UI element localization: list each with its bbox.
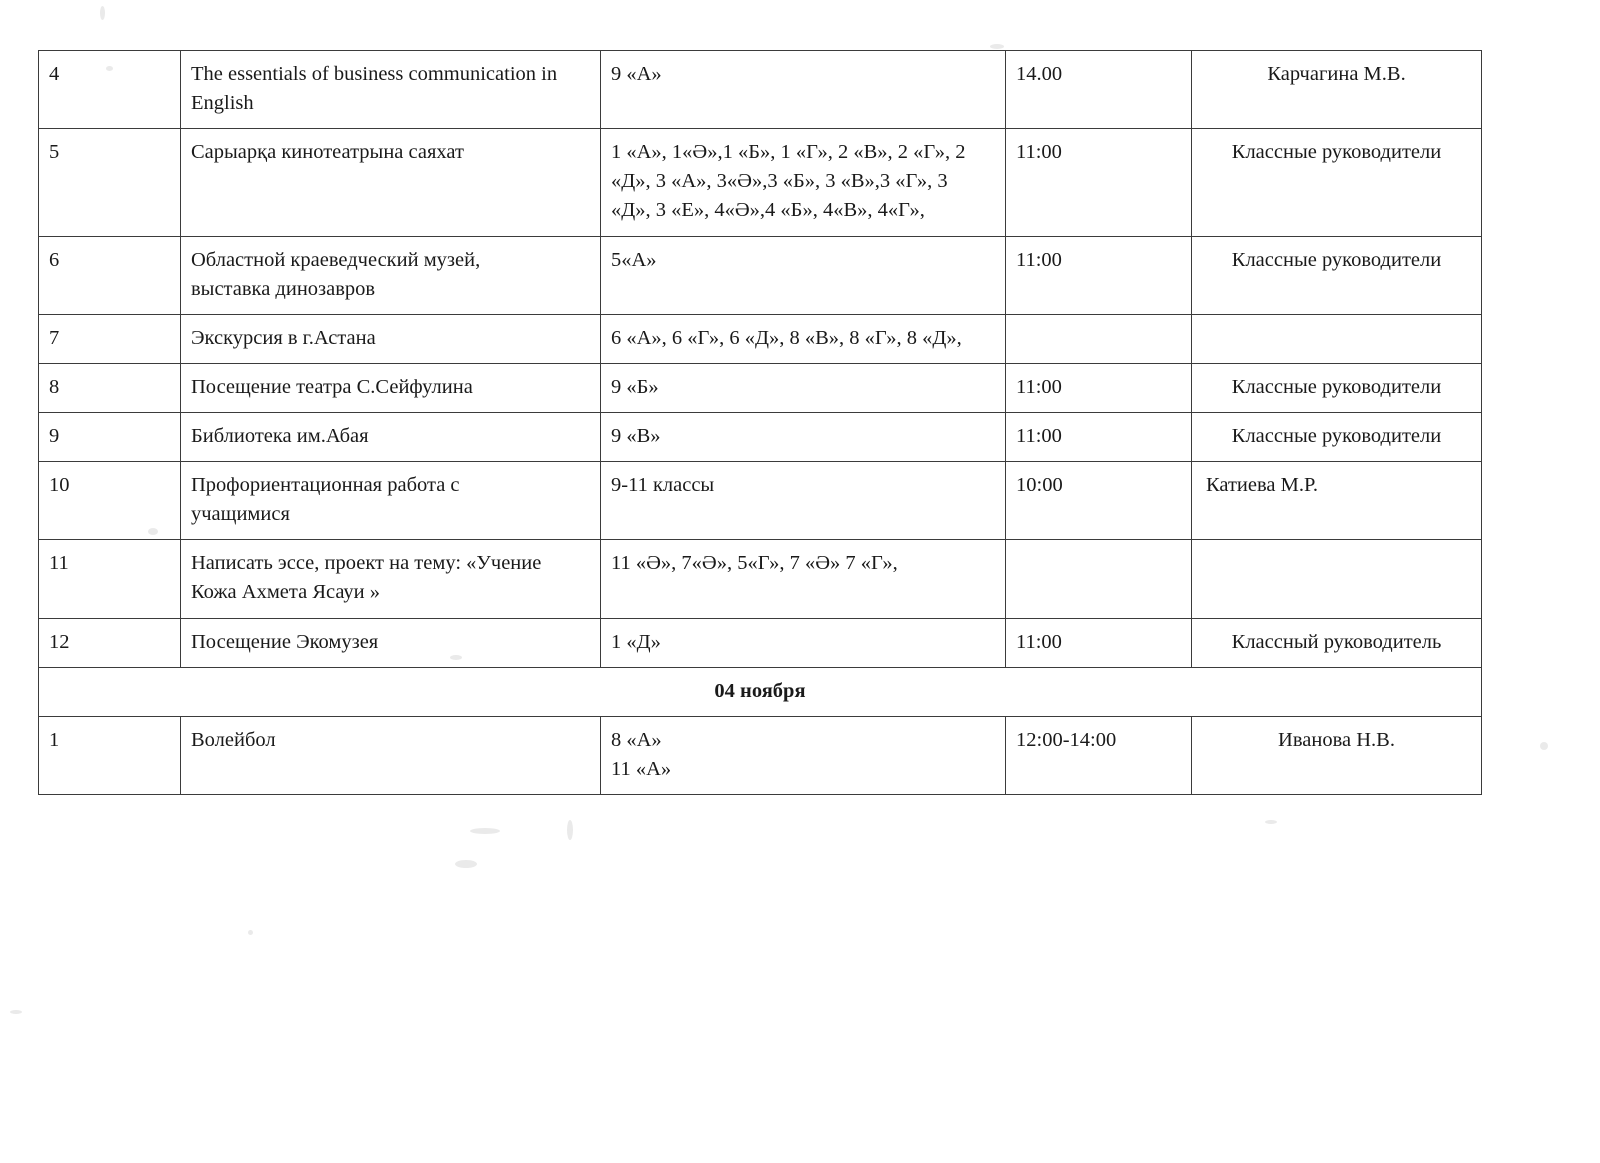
cell-classes: 11 «Ә», 7«Ә», 5«Г», 7 «Ә» 7 «Г», [601,540,1006,618]
cell-time: 14.00 [1006,51,1192,129]
schedule-table-body [39,51,1482,795]
cell-time: 11:00 [1006,363,1192,412]
table-row [39,540,1482,618]
table-row [39,462,1482,540]
scan-speckle [470,828,500,834]
day-header-label: 04 ноября [39,667,1482,716]
scan-speckle [1265,820,1277,824]
cell-event: Областной краеведческий музей, выставка динозавров [181,236,601,314]
cell-number: 9 [39,412,181,461]
cell-event: The essentials of business communication in English [181,51,601,129]
cell-event: Экскурсия в г.Астана [181,314,601,363]
cell-responsible: Классный руководитель [1192,618,1482,667]
cell-event: Написать эссе, проект на тему: «Учение Кожа Ахмета Ясауи » [181,540,601,618]
cell-responsible: Классные руководители [1192,363,1482,412]
table-row [39,716,1482,794]
cell-number: 11 [39,540,181,618]
cell-responsible: Классные руководители [1192,412,1482,461]
cell-classes: 8 «А» 11 «А» [601,716,1006,794]
cell-classes: 9 «В» [601,412,1006,461]
cell-time: 10:00 [1006,462,1192,540]
cell-number: 8 [39,363,181,412]
cell-responsible: Карчагина М.В. [1192,51,1482,129]
cell-event: Посещение театра С.Сейфулина [181,363,601,412]
cell-responsible [1192,540,1482,618]
cell-classes: 5«А» [601,236,1006,314]
cell-time: 11:00 [1006,236,1192,314]
scan-speckle [100,6,105,20]
cell-time [1006,540,1192,618]
table-row-day-header [39,667,1482,716]
cell-classes: 6 «А», 6 «Г», 6 «Д», 8 «В», 8 «Г», 8 «Д», [601,314,1006,363]
cell-time: 11:00 [1006,412,1192,461]
cell-event: Сарыарқа кинотеатрына саяхат [181,129,601,236]
scan-speckle [455,860,477,868]
table-row [39,236,1482,314]
scan-speckle [1540,742,1548,750]
table-row [39,51,1482,129]
cell-responsible [1192,314,1482,363]
cell-classes: 9 «А» [601,51,1006,129]
cell-event: Посещение Экомузея [181,618,601,667]
cell-number: 5 [39,129,181,236]
cell-classes: 1 «Д» [601,618,1006,667]
cell-classes: 1 «А», 1«Ә»,1 «Б», 1 «Г», 2 «В», 2 «Г», 2 «Д», 3 «А», 3«Ә»,3 «Б», 3 «В»,3 «Г», 3 «Д», 3 «Е», 4«Ә»,4 «Б», 4«В», 4«Г», [601,129,1006,236]
schedule-table [38,50,1482,795]
table-row [39,363,1482,412]
cell-time: 11:00 [1006,618,1192,667]
cell-number: 4 [39,51,181,129]
cell-responsible: Классные руководители [1192,236,1482,314]
table-row [39,129,1482,236]
cell-time [1006,314,1192,363]
cell-number: 10 [39,462,181,540]
cell-responsible: Классные руководители [1192,129,1482,236]
scan-speckle [10,1010,22,1014]
cell-time: 11:00 [1006,129,1192,236]
table-row [39,412,1482,461]
table-row [39,618,1482,667]
cell-number: 6 [39,236,181,314]
cell-classes: 9-11 классы [601,462,1006,540]
cell-classes: 9 «Б» [601,363,1006,412]
cell-event: Библиотека им.Абая [181,412,601,461]
cell-event: Волейбол [181,716,601,794]
table-row [39,314,1482,363]
scan-speckle [248,930,253,935]
cell-event: Профориентационная работа с учащимися [181,462,601,540]
cell-number: 7 [39,314,181,363]
cell-responsible: Катиева М.Р. [1192,462,1482,540]
cell-number: 12 [39,618,181,667]
cell-number: 1 [39,716,181,794]
cell-time: 12:00-14:00 [1006,716,1192,794]
scan-speckle [567,820,573,840]
cell-responsible: Иванова Н.В. [1192,716,1482,794]
scan-speckle [990,44,1004,49]
